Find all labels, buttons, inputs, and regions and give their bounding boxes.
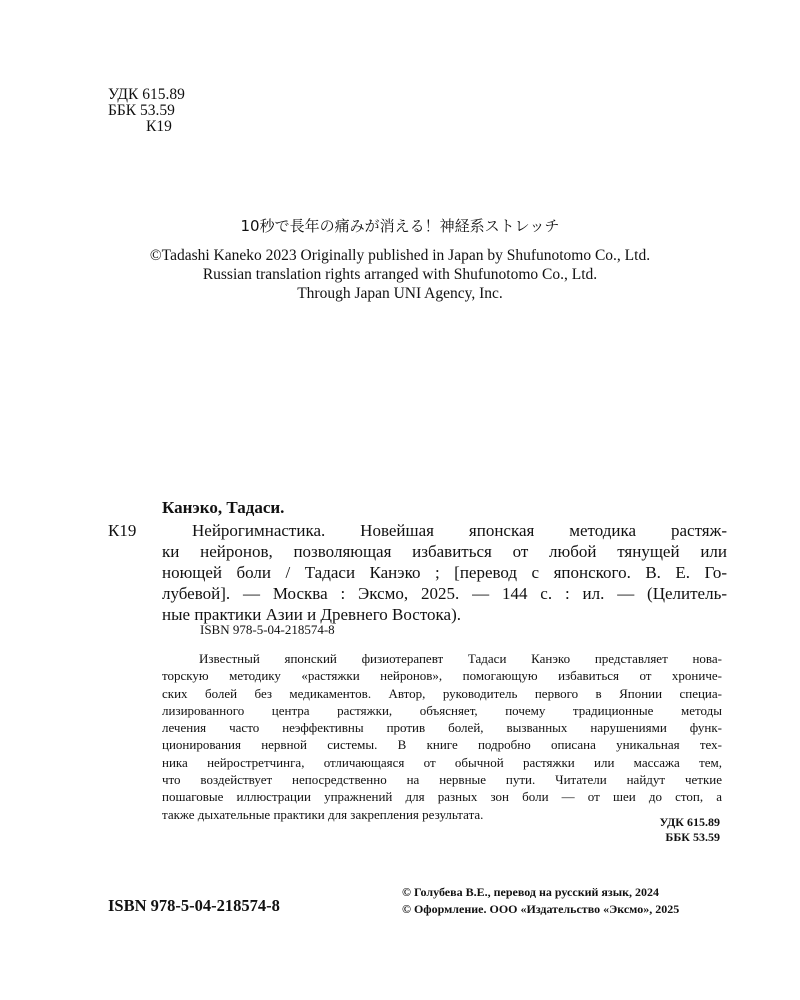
copyright-notice [402, 884, 679, 918]
record-line: Нейрогимнастика. Новейшая японская методика растяж- [192, 521, 727, 540]
annotation-line: также дыхательные практики для закрепления результата. [162, 806, 484, 822]
annotation-udk: УДК 615.89 [659, 815, 720, 829]
annotation-line: пошаговые иллюстрации упражнений для разных зон боли — от шеи до стоп, а [162, 789, 722, 805]
footer-isbn: ISBN 978-5-04-218574-8 [108, 896, 280, 915]
original-title: 10秒で長年の痛みが消える！神経系ストレッチ [240, 217, 560, 235]
bibliographic-record [162, 520, 727, 625]
annotation-line: лечения часто неэффективны против болей, вызванных нарушениями функ- [162, 720, 722, 736]
record-line: лубевой]. — Москва : Эксмо, 2025. — 144 с. : ил. — (Целитель- [162, 584, 727, 603]
annotation-line: что воздействует непосредственно на нервные пути. Читатели найдут четкие [162, 772, 722, 788]
annotation-codes [659, 815, 720, 845]
annotation-line: ника нейростретчинга, отличающаяся от обычной растяжки или массажа тем, [162, 754, 722, 770]
annotation-bbk: ББК 53.59 [665, 830, 720, 844]
bibliography-author: Канэко, Тадаси. [162, 498, 285, 517]
annotation-line: торскую методику «растяжки нейронов», помогающую избавиться от хрониче- [162, 668, 722, 684]
classification-codes [108, 87, 185, 135]
annotation-line: ционирования нервной системы. В книге подробно описана уникальная тех- [162, 737, 722, 753]
rights-notice [0, 246, 800, 303]
rights-line: Through Japan UNI Agency, Inc. [297, 285, 503, 302]
annotation-paragraph [162, 650, 722, 823]
author-sign: К19 [146, 118, 172, 135]
record-line: ки нейронов, позволяющая избавиться от любой тянущей или [162, 542, 727, 561]
rights-line: ©Tadashi Kaneko 2023 Originally published in Japan by Shufunotomo Co., Ltd. [149, 247, 651, 264]
copyright-line: © Оформление. ООО «Издательство «Эксмо», 2025 [402, 902, 680, 916]
bbk-code: ББК 53.59 [108, 102, 175, 119]
record-isbn: ISBN 978-5-04-218574-8 [200, 622, 335, 637]
annotation-line: лизированного центра растяжки, объясняет, почему традиционные методы [162, 702, 722, 718]
record-line: ноющей боли / Тадаси Канэко ; [перевод с японского. В. Е. Го- [162, 563, 727, 582]
copyright-line: © Голубева В.Е., перевод на русский язык, 2024 [402, 885, 660, 899]
bibliography-sign: К19 [108, 521, 137, 540]
annotation-line: Известный японский физиотерапевт Тадаси Канэко представляет нова- [199, 651, 722, 666]
udk-code: УДК 615.89 [108, 86, 185, 103]
record-line: ные практики Азии и Древнего Востока). [162, 605, 461, 624]
annotation-line: ских болей без медикаментов. Автор, руководитель первого в Японии специа- [162, 685, 722, 701]
rights-line: Russian translation rights arranged with Shufunotomo Co., Ltd. [202, 266, 598, 283]
